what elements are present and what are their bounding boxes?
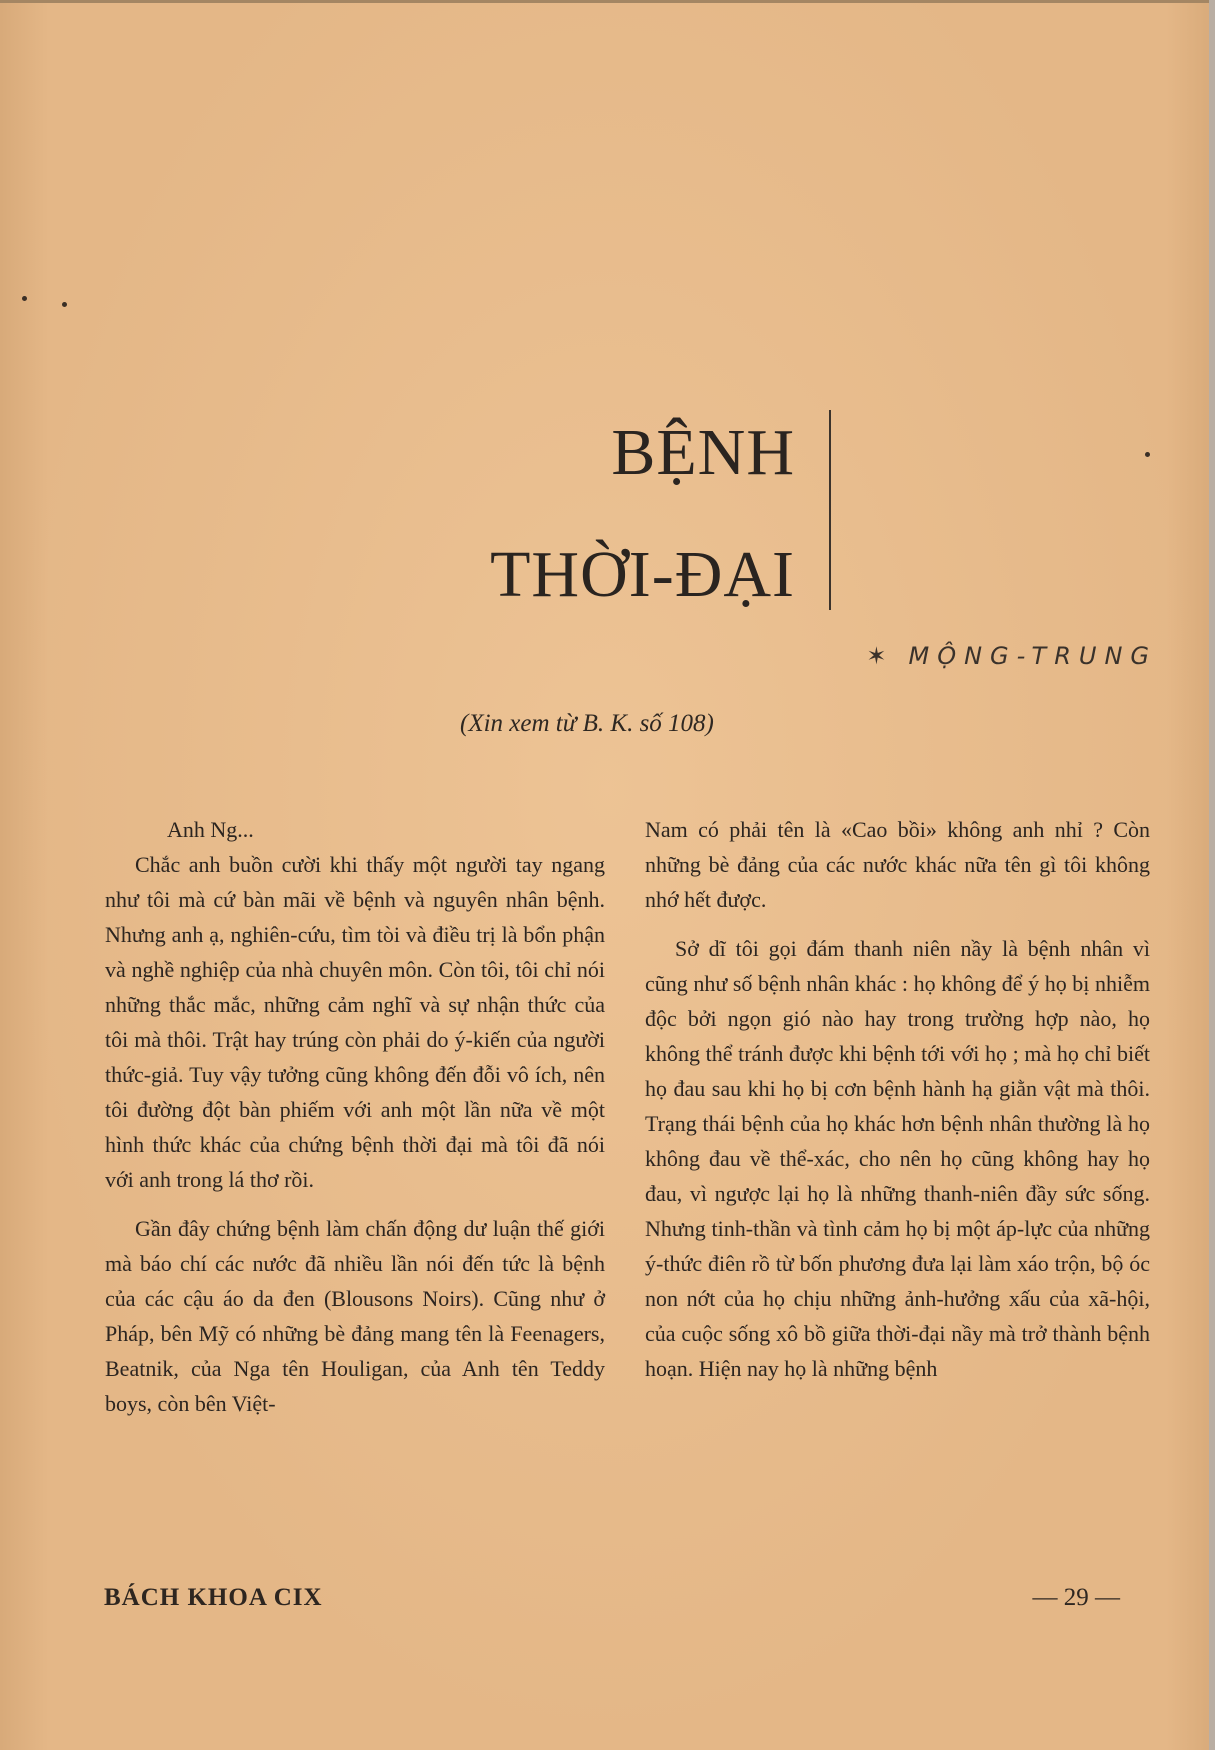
magazine-footer: BÁCH KHOA CIX: [104, 1584, 323, 1611]
author-name: MỘNG-TRUNG: [908, 642, 1157, 670]
ink-speck: [1145, 452, 1150, 457]
star-icon: ✶: [866, 642, 887, 670]
paragraph: Sở dĩ tôi gọi đám thanh niên nầy là bệnh nhân vì cũng như số bệnh nhân khác : họ không để ý họ bị nhiễm độc bởi ngọn gió nào hay trong trường hợp nào, họ không thể tránh được khi bệnh tới với họ ; mà họ chỉ biết họ đau sau khi họ bị cơn bệnh hành hạ giằn vật mà thôi. Trạng thái bệnh của họ khác hơn bệnh nhân thường là họ không đau về thể-xác, cho nên họ cũng không hay họ đau, vì ngược lại họ là những thanh-niên đầy sức sống. Nhưng tinh-thần và tình cảm họ bị một áp-lực của những ý-thức điên rồ từ bốn phương đưa lại làm xáo trộn, bộ óc non nớt của họ chịu những ảnh-hưởng xấu của xã-hội, của cuộc sống xô bồ giữa thời-đại nầy mà trở thành bệnh hoạn. Hiện nay họ là những bệnh: [645, 936, 1150, 1381]
ink-speck: [62, 302, 67, 307]
paragraph: Anh Ng...: [167, 817, 254, 842]
page-top-edge: [0, 0, 1215, 3]
author-byline: [866, 642, 1157, 670]
ink-speck: [22, 296, 27, 301]
paragraph: Nam có phải tên là «Cao bồi» không anh nhỉ ? Còn những bè đảng của các nước khác nữa tên gì tôi không nhớ hết được.: [645, 817, 1150, 912]
paragraph: Chắc anh buồn cười khi thấy một người tay ngang như tôi mà cứ bàn mãi về bệnh và nguyên nhân bệnh. Nhưng anh ạ, nghiên-cứu, tìm tòi và điều trị là bổn phận và nghề nghiệp của nhà chuyên môn. Còn tôi, tôi chỉ nói những thắc mắc, những cảm nghĩ và sự nhận thức của tôi mà thôi. Trật hay trúng còn phải do ý-kiến của người thức-giả. Tuy vậy tưởng cũng không đến đỗi vô ích, nên tôi đường đột bàn phiếm với anh một lần nữa về một hình thức khác của chứng bệnh thời đại mà tôi đã nói với anh trong lá thơ rồi.: [105, 852, 605, 1192]
article-title-line-1: BỆNH: [611, 416, 795, 489]
left-text-column: [105, 812, 605, 1435]
paragraph: Gần đây chứng bệnh làm chấn động dư luận thế giới mà báo chí các nước đã nhiều lần nói đến tức là bệnh của các cậu áo da đen (Blousons Noirs). Cũng như ở Pháp, bên Mỹ có những bè đảng mang tên là Feenagers, Beatnik, của Nga tên Houligan, của Anh tên Teddy boys, còn bên Việt-: [105, 1216, 605, 1416]
article-title-line-2: THỜI-ĐẠI: [490, 538, 795, 611]
page-right-edge: [1209, 0, 1215, 1750]
continuation-reference: (Xin xem từ B. K. số 108): [460, 710, 714, 737]
right-text-column: [645, 812, 1150, 1400]
title-divider: [829, 410, 831, 610]
page-number: — 29 —: [1032, 1584, 1120, 1611]
